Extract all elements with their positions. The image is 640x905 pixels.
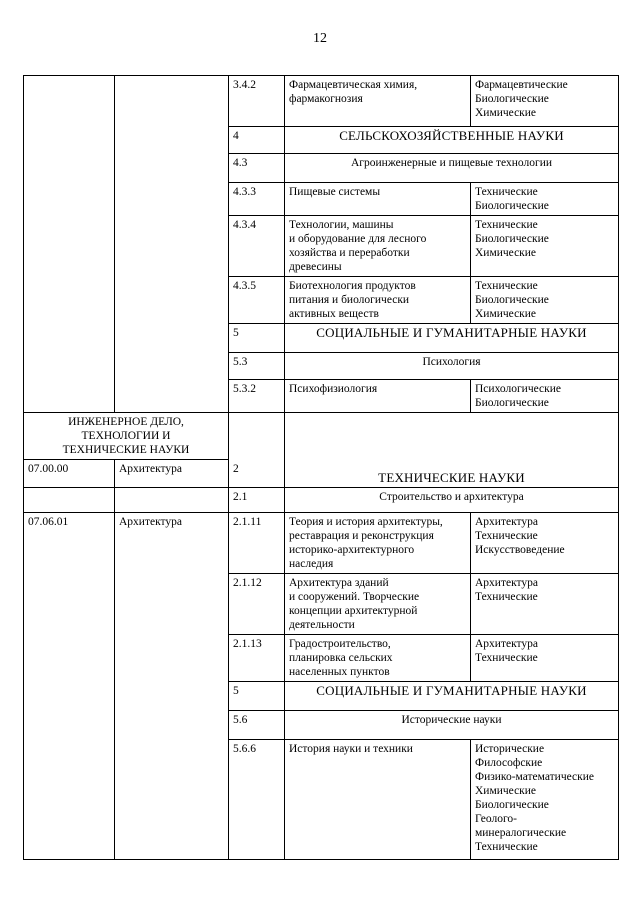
branches-cell: Фармацевтические Биологические Химические — [471, 76, 619, 127]
code-cell: 4.3.5 — [229, 277, 285, 324]
group-header: ИНЖЕНЕРНОЕ ДЕЛО, ТЕХНОЛОГИИ И ТЕХНИЧЕСКИЕ НАУКИ — [24, 413, 229, 460]
table-row — [24, 513, 619, 574]
branches-cell: Технические Биологические Химические — [471, 216, 619, 277]
branches-cell: Архитектура Технические — [471, 574, 619, 635]
section-heading: СОЦИАЛЬНЫЕ И ГУМАНИТАРНЫЕ НАУКИ — [285, 324, 619, 353]
table-row — [24, 460, 619, 488]
subsection-heading: Агроинженерные и пищевые технологии — [285, 154, 619, 183]
section-heading: СЕЛЬСКОХОЗЯЙСТВЕННЫЕ НАУКИ — [285, 127, 619, 154]
subsection-heading: Психология — [285, 353, 619, 380]
subsection-heading: Строительство и архитектура — [285, 488, 619, 513]
code-cell: 5.3.2 — [229, 380, 285, 413]
empty-spec-code-cell — [24, 488, 115, 513]
code-cell: 2.1.12 — [229, 574, 285, 635]
spec-name-cell: Архитектура — [115, 513, 229, 860]
table-row — [24, 413, 619, 460]
code-cell: 2.1 — [229, 488, 285, 513]
spec-name-cell: Архитектура — [115, 460, 229, 488]
spec-code-cell: 07.06.01 — [24, 513, 115, 860]
name-cell: Теория и история архитектуры, реставрация и реконструкция историко-архитектурного наследия — [285, 513, 471, 574]
empty-name-cell — [285, 413, 619, 460]
specialties-table — [23, 75, 619, 860]
name-cell: Биотехнология продуктов питания и биологически активных веществ — [285, 277, 471, 324]
empty-spec-code-cell — [24, 76, 115, 413]
name-cell: Фармацевтическая химия, фармакогнозия — [285, 76, 471, 127]
branches-cell: Архитектура Технические Искусствоведение — [471, 513, 619, 574]
subsection-heading: Исторические науки — [285, 711, 619, 740]
code-cell: 5.3 — [229, 353, 285, 380]
table-row — [24, 76, 619, 127]
name-cell: Психофизиология — [285, 380, 471, 413]
branches-cell: Технические Биологические Химические — [471, 277, 619, 324]
code-cell: 4.3.3 — [229, 183, 285, 216]
code-cell: 3.4.2 — [229, 76, 285, 127]
name-cell: Градостроительство, планировка сельских населенных пунктов — [285, 635, 471, 682]
empty-spec-name-cell — [115, 488, 229, 513]
section-heading: ТЕХНИЧЕСКИЕ НАУКИ — [285, 460, 619, 488]
table-row — [24, 488, 619, 513]
spec-code-cell: 07.00.00 — [24, 460, 115, 488]
name-cell: Пищевые системы — [285, 183, 471, 216]
code-cell: 4.3.4 — [229, 216, 285, 277]
code-cell: 2.1.11 — [229, 513, 285, 574]
section-heading: СОЦИАЛЬНЫЕ И ГУМАНИТАРНЫЕ НАУКИ — [285, 682, 619, 711]
code-cell: 2 — [229, 460, 285, 488]
code-cell: 5 — [229, 682, 285, 711]
code-cell: 2.1.13 — [229, 635, 285, 682]
empty-spec-name-cell — [115, 76, 229, 413]
code-cell: 5.6.6 — [229, 740, 285, 860]
code-cell: 5 — [229, 324, 285, 353]
name-cell: Технологии, машины и оборудование для лесного хозяйства и переработки древесины — [285, 216, 471, 277]
code-cell: 4 — [229, 127, 285, 154]
empty-code-cell — [229, 413, 285, 460]
branches-cell: Технические Биологические — [471, 183, 619, 216]
name-cell: История науки и техники — [285, 740, 471, 860]
code-cell: 4.3 — [229, 154, 285, 183]
branches-cell: Архитектура Технические — [471, 635, 619, 682]
page-number: 12 — [313, 31, 327, 46]
code-cell: 5.6 — [229, 711, 285, 740]
branches-cell: Исторические Философские Физико-математические Химические Биологические Геолого- минералогические Технические — [471, 740, 619, 860]
name-cell: Архитектура зданий и сооружений. Творческие концепции архитектурной деятельности — [285, 574, 471, 635]
branches-cell: Психологические Биологические — [471, 380, 619, 413]
